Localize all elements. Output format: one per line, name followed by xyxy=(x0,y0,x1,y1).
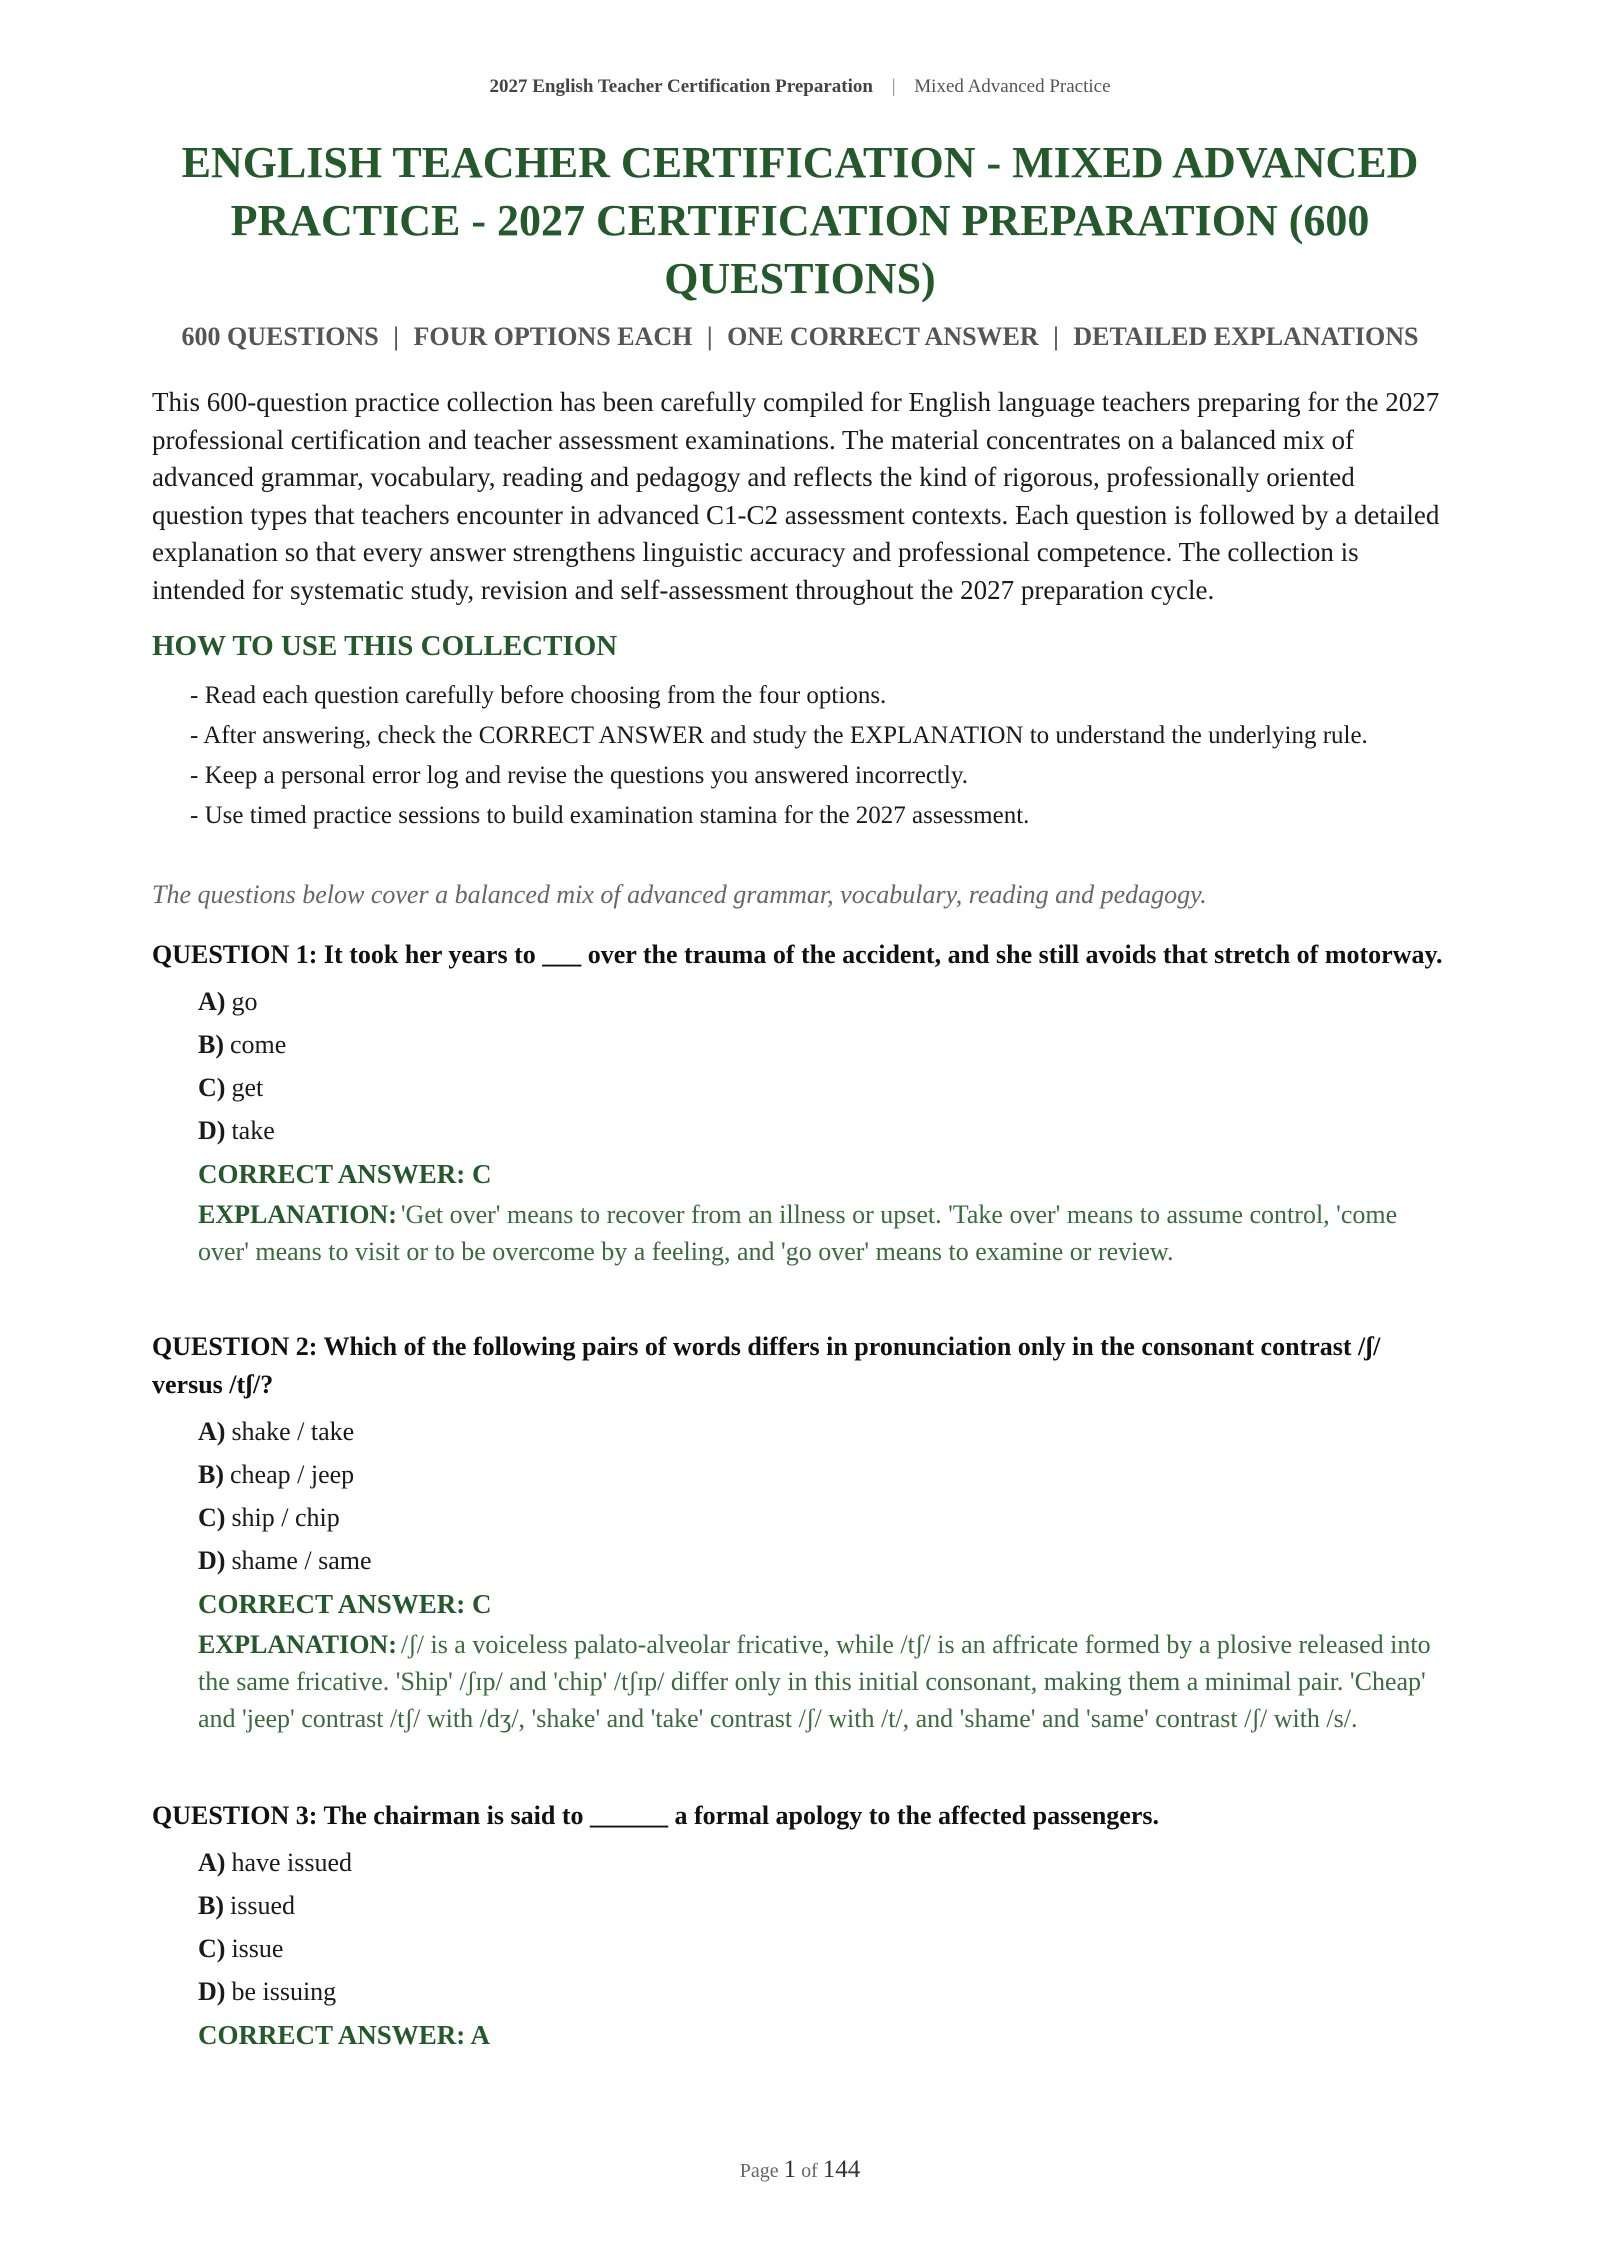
option-d xyxy=(198,1970,1452,2013)
option-letter: B) xyxy=(198,1030,224,1059)
option-text: issue xyxy=(231,1934,284,1963)
option-b xyxy=(198,1023,1452,1066)
subtitle-item: ONE CORRECT ANSWER xyxy=(727,322,1039,351)
question-title: QUESTION 2: Which of the following pairs of words differs in pronunciation only in the consonant contrast /ʃ/ versus /tʃ/? xyxy=(152,1332,1381,1399)
explanation xyxy=(198,1196,1452,1270)
subtitle-item: FOUR OPTIONS EACH xyxy=(413,322,693,351)
subtitle-item: 600 QUESTIONS xyxy=(181,322,379,351)
option-text: be issuing xyxy=(231,1977,337,2006)
current-page: 1 xyxy=(783,2156,797,2183)
explanation xyxy=(198,1626,1452,1737)
option-text: cheap / jeep xyxy=(230,1460,355,1489)
option-text: shame / same xyxy=(231,1546,372,1575)
how-to-use-item: - After answering, check the CORRECT ANSWER and study the EXPLANATION to understand the underlying rule. xyxy=(190,722,1368,749)
how-to-use-list xyxy=(190,678,1440,838)
intro-paragraph: This 600-question practice collection has been carefully compiled for English language teachers preparing for the 2027 professional certification and teacher assessment examinations. The material concentrates on a balanced mix of advanced grammar, vocabulary, reading and pedagogy and reflects the kind of rigorous, professionally oriented question types that teachers encounter in advanced C1-C2 assessment contexts. Each question is followed by a detailed explanation so that every answer strengthens linguistic accuracy and professional competence. The collection is intended for systematic study, revision and self-assessment throughout the 2027 preparation cycle. xyxy=(152,387,1440,605)
coverage-note: The questions below cover a balanced mix of advanced grammar, vocabulary, reading and pedagogy. xyxy=(152,880,1207,909)
option-text: shake / take xyxy=(231,1417,355,1446)
document-title: ENGLISH TEACHER CERTIFICATION - MIXED ADVANCED PRACTICE - 2027 CERTIFICATION PREPARATION (600 QUESTIONS) xyxy=(181,138,1419,303)
running-header-separator: | xyxy=(891,76,896,97)
subtitle-bar xyxy=(100,322,1500,352)
option-letter: B) xyxy=(198,1460,224,1489)
how-to-use-heading: HOW TO USE THIS COLLECTION xyxy=(152,630,618,662)
option-letter: A) xyxy=(198,987,226,1016)
explanation-text: 'Get over' means to recover from an illness or upset. 'Take over' means to assume control, 'come over' means to visit or to be overcome by a feeling, and 'go over' means to examine or review. xyxy=(198,1200,1398,1266)
running-header xyxy=(0,76,1600,98)
option-text: get xyxy=(231,1073,264,1102)
question-block-3 xyxy=(152,1797,1452,2057)
correct-answer: CORRECT ANSWER: C xyxy=(198,1159,492,1189)
option-d xyxy=(198,1109,1452,1152)
correct-answer: CORRECT ANSWER: A xyxy=(198,2020,491,2050)
option-letter: C) xyxy=(198,1073,226,1102)
question-title: QUESTION 3: The chairman is said to ______ a formal apology to the affected passengers. xyxy=(152,1801,1160,1830)
explanation-text: /ʃ/ is a voiceless palato-alveolar fricative, while /tʃ/ is an affricate formed by a plosive released into the same fricative. 'Ship' /ʃɪp/ and 'chip' /tʃɪp/ differ only in this initial consonant, making them a minimal pair. 'Cheap' and 'jeep' contrast /tʃ/ with /dʒ/, 'shake' and 'take' contrast /ʃ/ with /t/, and 'shame' and 'same' contrast /ʃ/ with /s/. xyxy=(198,1630,1431,1733)
explanation-label: EXPLANATION: xyxy=(198,1630,397,1659)
option-text: come xyxy=(230,1030,287,1059)
option-a xyxy=(198,1841,1452,1884)
option-text: issued xyxy=(230,1891,295,1920)
option-letter: B) xyxy=(198,1891,224,1920)
how-to-use-item: - Keep a personal error log and revise the questions you answered incorrectly. xyxy=(190,762,968,789)
page-number xyxy=(0,2156,1600,2184)
option-b xyxy=(198,1453,1452,1496)
option-c xyxy=(198,1927,1452,1970)
explanation-label: EXPLANATION: xyxy=(198,1200,397,1229)
option-text: have issued xyxy=(231,1848,353,1877)
option-letter: D) xyxy=(198,1977,226,2006)
how-to-use-item: - Read each question carefully before choosing from the four options. xyxy=(190,682,887,709)
option-letter: A) xyxy=(198,1417,226,1446)
question-title: QUESTION 1: It took her years to ___ over the trauma of the accident, and she still avoids that stretch of motorway. xyxy=(152,940,1443,969)
option-text: go xyxy=(231,987,258,1016)
option-letter: C) xyxy=(198,1503,226,1532)
correct-answer: CORRECT ANSWER: C xyxy=(198,1589,492,1619)
option-letter: C) xyxy=(198,1934,226,1963)
option-b xyxy=(198,1884,1452,1927)
option-a xyxy=(198,980,1452,1023)
option-letter: D) xyxy=(198,1546,226,1575)
option-letter: A) xyxy=(198,1848,226,1877)
option-text: ship / chip xyxy=(231,1503,340,1532)
option-c xyxy=(198,1496,1452,1539)
page-label: Page xyxy=(739,2160,779,2182)
of-label: of xyxy=(801,2160,818,2182)
subtitle-separator: | xyxy=(1053,322,1059,351)
option-d xyxy=(198,1539,1452,1582)
subtitle-separator: | xyxy=(706,322,713,351)
total-pages: 144 xyxy=(822,2156,861,2183)
option-letter: D) xyxy=(198,1116,226,1145)
how-to-use-item: - Use timed practice sessions to build examination stamina for the 2027 assessment. xyxy=(190,802,1030,829)
subtitle-item: DETAILED EXPLANATIONS xyxy=(1073,322,1419,351)
subtitle-separator: | xyxy=(393,322,400,351)
running-header-title: 2027 English Teacher Certification Preparation xyxy=(489,76,873,97)
option-text: take xyxy=(231,1116,275,1145)
option-c xyxy=(198,1066,1452,1109)
running-header-section: Mixed Advanced Practice xyxy=(914,76,1111,97)
question-block-2 xyxy=(152,1328,1452,1737)
option-a xyxy=(198,1410,1452,1453)
question-block-1 xyxy=(152,936,1452,1270)
